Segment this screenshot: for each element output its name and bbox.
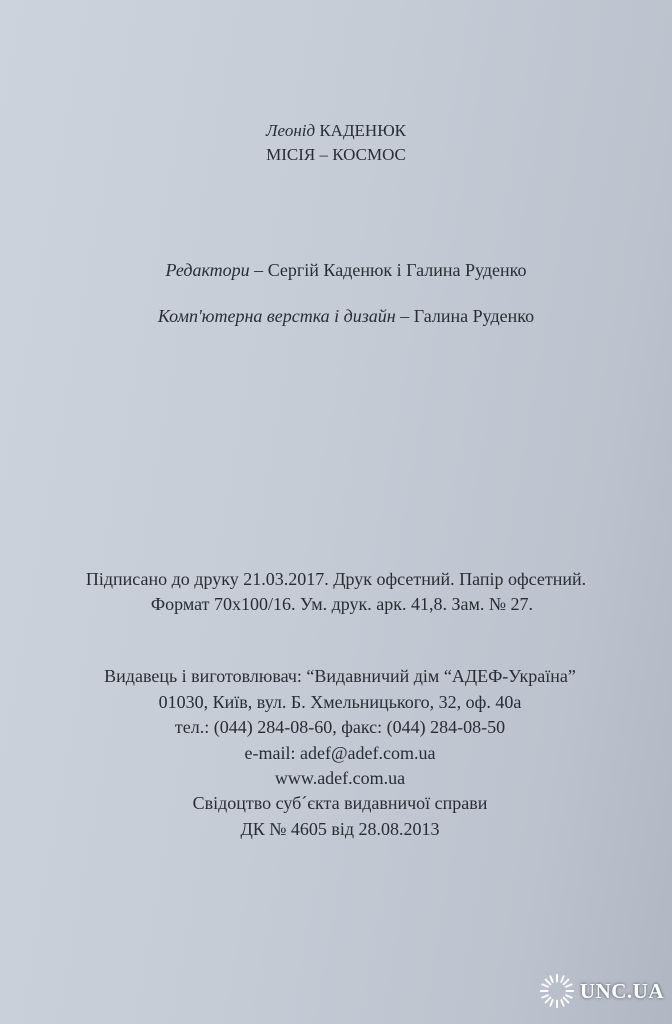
editors-line xyxy=(10,260,672,281)
publisher-website: www.adef.com.ua xyxy=(274,768,406,788)
sunburst-icon xyxy=(538,972,576,1010)
layout-name: Галина Руденко xyxy=(413,306,535,326)
author-last-name: КАДЕНЮК xyxy=(319,121,407,140)
editors-names: Сергій Каденюк і Галина Руденко xyxy=(267,260,527,280)
publisher-certificate: Свідоцтво суб´єкта видавничої справи xyxy=(192,793,488,813)
layout-label: Комп'ютерна верстка і дизайн – xyxy=(157,306,410,326)
editors-label: Редактори – xyxy=(165,260,264,280)
author-first-name: Леонід xyxy=(265,121,316,140)
publisher-line-1: Видавець і виготовлювач: “Видавничий дім “АДЕФ-Україна” xyxy=(104,666,576,686)
publisher-email: e-mail: adef@adef.com.ua xyxy=(244,743,436,763)
watermark-text: UNC.UA xyxy=(579,978,664,1003)
author-line xyxy=(0,121,672,141)
book-title: МІСІЯ – КОСМОС xyxy=(266,145,406,164)
watermark xyxy=(538,972,664,1010)
publisher-certificate-number: ДК № 4605 від 28.08.2013 xyxy=(240,819,440,839)
publisher-address: 01030, Київ, вул. Б. Хмельницького, 32, оф. 40а xyxy=(158,692,522,712)
print-info-line-1: Підписано до друку 21.03.2017. Друк офсетний. Папір офсетний. xyxy=(85,569,587,589)
print-info-line-2: Формат 70х100/16. Ум. друк. арк. 41,8. Зам. № 27. xyxy=(150,594,534,614)
publisher-phone: тел.: (044) 284-08-60, факс: (044) 284-08-50 xyxy=(174,717,506,737)
layout-design-line xyxy=(10,306,672,327)
